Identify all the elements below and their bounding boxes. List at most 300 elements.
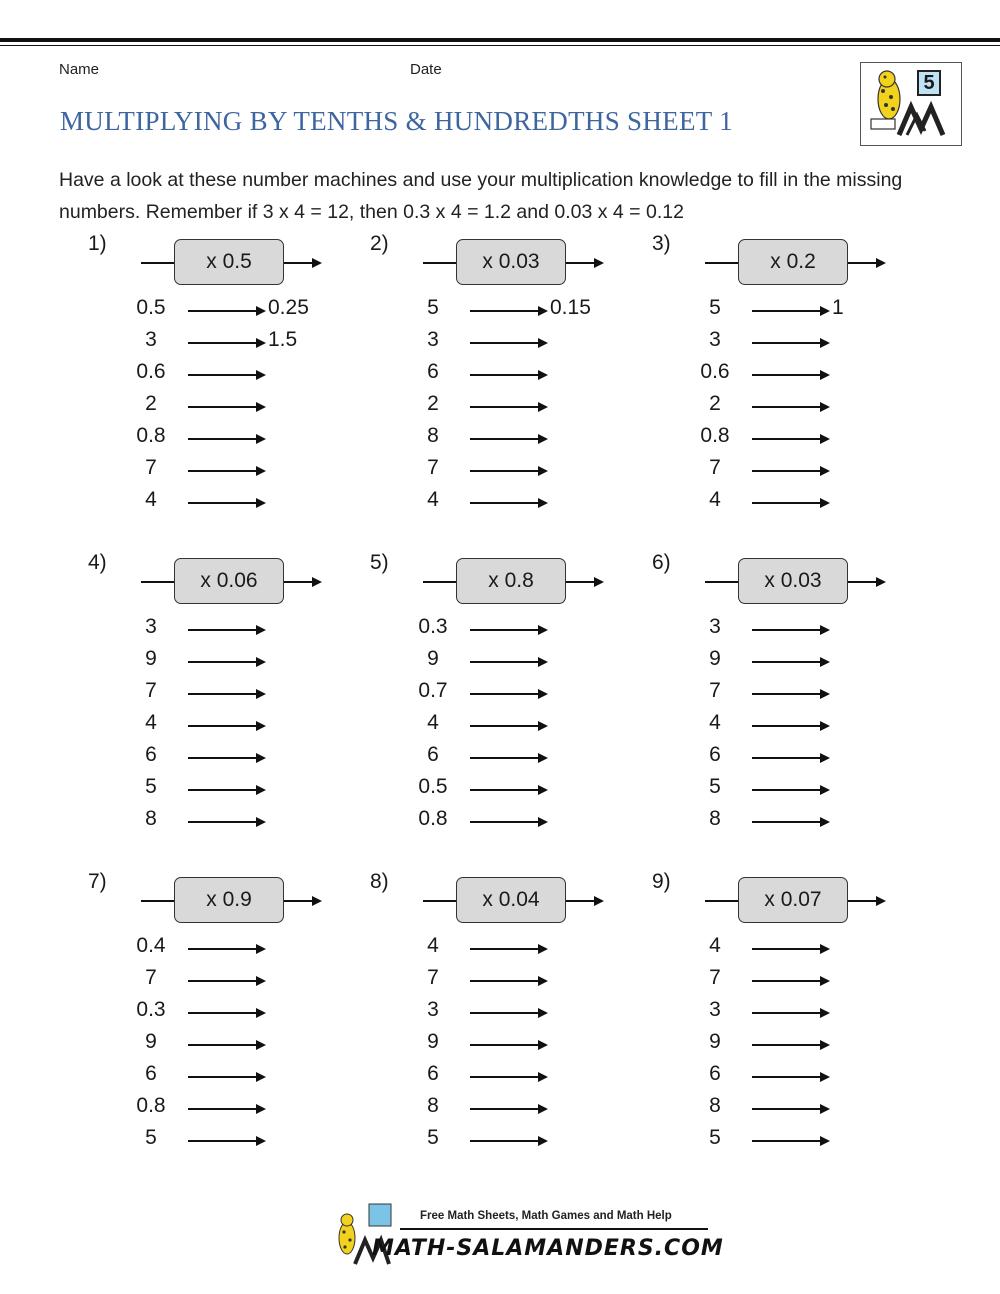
row-arrow — [752, 374, 822, 376]
arrow-head-icon — [538, 721, 548, 731]
input-value: 7 — [145, 966, 157, 989]
arrow-head-icon — [256, 1040, 266, 1050]
input-value: 9 — [427, 1030, 439, 1053]
machine-row — [370, 326, 640, 358]
row-arrow — [470, 1076, 540, 1078]
arrow-head-icon — [312, 258, 322, 268]
machine-row — [370, 996, 640, 1028]
machine-row — [652, 326, 922, 358]
input-value: 9 — [145, 647, 157, 670]
arrow-head-icon — [876, 577, 886, 587]
machine-row — [88, 741, 358, 773]
machine-input-line — [141, 900, 175, 902]
machine-row — [652, 390, 922, 422]
row-arrow — [188, 374, 258, 376]
machine-row — [88, 677, 358, 709]
machine-row — [370, 1060, 640, 1092]
arrow-head-icon — [538, 1136, 548, 1146]
input-value: 0.8 — [136, 1094, 166, 1117]
machine-operation-box: x 0.06 — [174, 558, 284, 604]
row-arrow — [752, 1108, 822, 1110]
output-value[interactable]: 1.5 — [268, 328, 298, 351]
row-arrow — [188, 789, 258, 791]
arrow-head-icon — [538, 1104, 548, 1114]
input-value: 5 — [145, 1126, 157, 1149]
arrow-head-icon — [256, 721, 266, 731]
output-value[interactable]: 1 — [832, 296, 844, 319]
machine-operation-box: x 0.04 — [456, 877, 566, 923]
arrow-head-icon — [256, 753, 266, 763]
arrow-head-icon — [256, 1008, 266, 1018]
machine-row — [370, 294, 640, 326]
number-machine — [370, 870, 640, 1160]
arrow-head-icon — [820, 1040, 830, 1050]
machine-number: 5) — [370, 551, 389, 574]
input-value: 3 — [709, 615, 721, 638]
row-arrow — [188, 502, 258, 504]
machine-row — [88, 996, 358, 1028]
machine-input-line — [423, 900, 457, 902]
machine-output-line — [848, 900, 878, 902]
input-value: 0.5 — [418, 775, 448, 798]
machine-row — [652, 613, 922, 645]
row-arrow — [470, 342, 540, 344]
row-arrow — [470, 502, 540, 504]
input-value: 0.8 — [418, 807, 448, 830]
arrow-head-icon — [820, 657, 830, 667]
row-arrow — [752, 789, 822, 791]
input-value: 5 — [427, 1126, 439, 1149]
row-arrow — [188, 1044, 258, 1046]
instructions: Have a look at these number machines and use your multiplication knowledge to fill in the missing numbers. Remember if 3 x 4 = 12, then 0.3 x 4 = 1.2 and 0.03 x 4 = 0.12 — [59, 169, 903, 223]
row-arrow — [752, 725, 822, 727]
row-arrow — [470, 821, 540, 823]
footer-site-name: MATH-SALAMANDERS.COM — [372, 1236, 724, 1261]
top-rule-thin — [0, 45, 1000, 46]
input-value: 7 — [145, 456, 157, 479]
arrow-head-icon — [538, 1040, 548, 1050]
input-value: 3 — [427, 998, 439, 1021]
arrow-head-icon — [256, 817, 266, 827]
machine-operation-box: x 0.07 — [738, 877, 848, 923]
arrow-head-icon — [256, 466, 266, 476]
machine-output-line — [284, 900, 314, 902]
input-value: 0.3 — [136, 998, 166, 1021]
arrow-head-icon — [820, 1104, 830, 1114]
machine-input-line — [141, 262, 175, 264]
input-value: 5 — [709, 775, 721, 798]
row-arrow — [470, 789, 540, 791]
input-value: 6 — [427, 743, 439, 766]
input-value: 7 — [427, 966, 439, 989]
number-machine — [370, 551, 640, 841]
input-value: 6 — [427, 360, 439, 383]
row-arrow — [752, 406, 822, 408]
machine-row — [370, 773, 640, 805]
row-arrow — [470, 1044, 540, 1046]
arrow-head-icon — [538, 817, 548, 827]
arrow-head-icon — [820, 689, 830, 699]
machine-input-line — [423, 262, 457, 264]
machine-input-line — [705, 900, 739, 902]
machine-row — [370, 805, 640, 837]
arrow-head-icon — [256, 434, 266, 444]
input-value: 2 — [709, 392, 721, 415]
arrow-head-icon — [538, 402, 548, 412]
number-machine — [370, 232, 640, 522]
row-arrow — [470, 948, 540, 950]
arrow-head-icon — [538, 498, 548, 508]
row-arrow — [470, 470, 540, 472]
arrow-head-icon — [820, 1136, 830, 1146]
arrow-head-icon — [256, 1104, 266, 1114]
arrow-head-icon — [820, 976, 830, 986]
row-arrow — [470, 693, 540, 695]
machine-row — [88, 1060, 358, 1092]
machine-row — [370, 390, 640, 422]
machine-output-line — [284, 262, 314, 264]
arrow-head-icon — [538, 434, 548, 444]
arrow-head-icon — [256, 338, 266, 348]
machine-row — [370, 741, 640, 773]
machine-row — [652, 805, 922, 837]
input-value: 8 — [145, 807, 157, 830]
arrow-head-icon — [594, 577, 604, 587]
number-machine — [652, 551, 922, 841]
machine-output-line — [848, 262, 878, 264]
machine-row — [370, 932, 640, 964]
machine-row — [652, 1124, 922, 1156]
machine-operation-box: x 0.5 — [174, 239, 284, 285]
input-value: 4 — [709, 934, 721, 957]
row-arrow — [752, 1012, 822, 1014]
input-value: 4 — [427, 488, 439, 511]
machine-row — [652, 454, 922, 486]
arrow-head-icon — [820, 402, 830, 412]
machine-row — [370, 1092, 640, 1124]
number-machine — [652, 870, 922, 1160]
machine-output-line — [284, 581, 314, 583]
arrow-head-icon — [538, 689, 548, 699]
row-arrow — [752, 310, 822, 312]
machine-row — [652, 358, 922, 390]
arrow-head-icon — [820, 466, 830, 476]
machine-row — [370, 709, 640, 741]
row-arrow — [188, 310, 258, 312]
arrow-head-icon — [538, 1072, 548, 1082]
machine-row — [370, 1124, 640, 1156]
machine-row — [88, 645, 358, 677]
input-value: 0.4 — [136, 934, 166, 957]
row-arrow — [470, 310, 540, 312]
row-arrow — [188, 948, 258, 950]
row-arrow — [752, 1044, 822, 1046]
input-value: 5 — [427, 296, 439, 319]
arrow-head-icon — [256, 498, 266, 508]
machine-row — [652, 996, 922, 1028]
row-arrow — [188, 438, 258, 440]
arrow-head-icon — [312, 896, 322, 906]
arrow-head-icon — [256, 625, 266, 635]
machine-row — [652, 932, 922, 964]
row-arrow — [188, 470, 258, 472]
input-value: 5 — [709, 296, 721, 319]
row-arrow — [470, 438, 540, 440]
salamander-icon — [861, 63, 961, 145]
machine-row — [370, 422, 640, 454]
input-value: 3 — [709, 328, 721, 351]
row-arrow — [752, 502, 822, 504]
input-value: 6 — [709, 1062, 721, 1085]
arrow-head-icon — [256, 402, 266, 412]
machine-operation-box: x 0.8 — [456, 558, 566, 604]
row-arrow — [752, 661, 822, 663]
row-arrow — [470, 629, 540, 631]
row-arrow — [752, 948, 822, 950]
worksheet-title: MULTIPLYING BY TENTHS & HUNDREDTHS SHEET 1 — [60, 106, 733, 136]
input-value: 3 — [709, 998, 721, 1021]
input-value: 7 — [145, 679, 157, 702]
arrow-head-icon — [876, 896, 886, 906]
machine-row — [88, 964, 358, 996]
input-value: 4 — [709, 488, 721, 511]
machine-row — [652, 294, 922, 326]
machine-input-line — [705, 581, 739, 583]
row-arrow — [470, 661, 540, 663]
arrow-head-icon — [820, 785, 830, 795]
input-value: 3 — [427, 328, 439, 351]
arrow-head-icon — [820, 434, 830, 444]
machine-row — [88, 486, 358, 518]
input-value: 8 — [427, 1094, 439, 1117]
row-arrow — [188, 406, 258, 408]
machine-row — [652, 422, 922, 454]
machine-row — [652, 773, 922, 805]
arrow-head-icon — [820, 721, 830, 731]
arrow-head-icon — [256, 1136, 266, 1146]
row-arrow — [188, 693, 258, 695]
machine-number: 4) — [88, 551, 107, 574]
machine-row — [88, 422, 358, 454]
row-arrow — [188, 1076, 258, 1078]
input-value: 9 — [709, 1030, 721, 1053]
machine-input-line — [423, 581, 457, 583]
number-machine — [88, 551, 358, 841]
input-value: 8 — [709, 807, 721, 830]
arrow-head-icon — [312, 577, 322, 587]
input-value: 5 — [709, 1126, 721, 1149]
arrow-head-icon — [256, 944, 266, 954]
machine-number: 3) — [652, 232, 671, 255]
machine-number: 8) — [370, 870, 389, 893]
row-arrow — [752, 1076, 822, 1078]
row-arrow — [752, 438, 822, 440]
arrow-head-icon — [594, 896, 604, 906]
input-value: 6 — [427, 1062, 439, 1085]
input-value: 4 — [145, 711, 157, 734]
arrow-head-icon — [820, 944, 830, 954]
arrow-head-icon — [820, 625, 830, 635]
arrow-head-icon — [820, 753, 830, 763]
machine-operation-box: x 0.03 — [738, 558, 848, 604]
machine-row — [370, 358, 640, 390]
machine-row — [652, 1060, 922, 1092]
machine-row — [652, 486, 922, 518]
machine-row — [88, 613, 358, 645]
machine-number: 6) — [652, 551, 671, 574]
input-value: 0.8 — [136, 424, 166, 447]
arrow-head-icon — [538, 753, 548, 763]
input-value: 7 — [709, 679, 721, 702]
input-value: 7 — [709, 966, 721, 989]
machine-row — [88, 709, 358, 741]
machine-row — [88, 1092, 358, 1124]
arrow-head-icon — [538, 785, 548, 795]
footer-rule — [400, 1228, 708, 1230]
machine-operation-box: x 0.9 — [174, 877, 284, 923]
input-value: 3 — [145, 615, 157, 638]
row-arrow — [188, 342, 258, 344]
arrow-head-icon — [820, 817, 830, 827]
input-value: 7 — [427, 456, 439, 479]
machine-output-line — [566, 262, 596, 264]
arrow-head-icon — [538, 1008, 548, 1018]
machine-number: 1) — [88, 232, 107, 255]
arrow-head-icon — [538, 338, 548, 348]
arrow-head-icon — [256, 785, 266, 795]
row-arrow — [470, 1140, 540, 1142]
arrow-head-icon — [538, 466, 548, 476]
machine-row — [88, 390, 358, 422]
machine-operation-box: x 0.2 — [738, 239, 848, 285]
row-arrow — [470, 980, 540, 982]
input-value: 0.8 — [700, 424, 730, 447]
machine-row — [652, 1028, 922, 1060]
arrow-head-icon — [820, 1008, 830, 1018]
input-value: 0.3 — [418, 615, 448, 638]
output-value[interactable]: 0.25 — [268, 296, 309, 319]
row-arrow — [752, 629, 822, 631]
input-value: 2 — [427, 392, 439, 415]
row-arrow — [188, 980, 258, 982]
input-value: 4 — [427, 711, 439, 734]
machine-row — [370, 964, 640, 996]
top-rule — [0, 38, 1000, 42]
row-arrow — [752, 757, 822, 759]
row-arrow — [752, 342, 822, 344]
input-value: 0.6 — [700, 360, 730, 383]
input-value: 5 — [145, 775, 157, 798]
row-arrow — [188, 661, 258, 663]
row-arrow — [188, 1108, 258, 1110]
arrow-head-icon — [820, 1072, 830, 1082]
machine-number: 2) — [370, 232, 389, 255]
row-arrow — [188, 1140, 258, 1142]
input-value: 6 — [709, 743, 721, 766]
input-value: 7 — [709, 456, 721, 479]
input-value: 2 — [145, 392, 157, 415]
input-value: 9 — [427, 647, 439, 670]
output-value[interactable]: 0.15 — [550, 296, 591, 319]
machine-row — [652, 677, 922, 709]
arrow-head-icon — [256, 370, 266, 380]
arrow-head-icon — [820, 306, 830, 316]
machine-row — [370, 486, 640, 518]
machine-input-line — [141, 581, 175, 583]
machine-row — [88, 358, 358, 390]
arrow-head-icon — [820, 338, 830, 348]
arrow-head-icon — [256, 306, 266, 316]
row-arrow — [470, 1012, 540, 1014]
machine-row — [652, 709, 922, 741]
row-arrow — [188, 725, 258, 727]
arrow-head-icon — [876, 258, 886, 268]
arrow-head-icon — [538, 657, 548, 667]
machine-number: 9) — [652, 870, 671, 893]
arrow-head-icon — [594, 258, 604, 268]
machine-row — [88, 1028, 358, 1060]
input-value: 0.7 — [418, 679, 448, 702]
number-machine — [652, 232, 922, 522]
machine-row — [88, 805, 358, 837]
arrow-head-icon — [538, 306, 548, 316]
row-arrow — [752, 1140, 822, 1142]
row-arrow — [470, 725, 540, 727]
row-arrow — [470, 757, 540, 759]
row-arrow — [188, 757, 258, 759]
arrow-head-icon — [256, 976, 266, 986]
arrow-head-icon — [538, 625, 548, 635]
row-arrow — [752, 470, 822, 472]
machine-row — [88, 294, 358, 326]
row-arrow — [752, 821, 822, 823]
arrow-head-icon — [256, 1072, 266, 1082]
number-machine — [88, 870, 358, 1160]
arrow-head-icon — [538, 944, 548, 954]
machine-row — [652, 964, 922, 996]
machine-output-line — [566, 581, 596, 583]
row-arrow — [188, 629, 258, 631]
machine-row — [370, 645, 640, 677]
input-value: 9 — [145, 1030, 157, 1053]
machine-operation-box: x 0.03 — [456, 239, 566, 285]
machine-row — [652, 645, 922, 677]
machine-output-line — [566, 900, 596, 902]
grade-number: 5 — [917, 70, 941, 96]
date-label: Date — [410, 61, 442, 78]
input-value: 3 — [145, 328, 157, 351]
row-arrow — [752, 693, 822, 695]
machine-row — [652, 1092, 922, 1124]
number-machine — [88, 232, 358, 522]
machine-row — [370, 613, 640, 645]
input-value: 0.6 — [136, 360, 166, 383]
input-value: 4 — [427, 934, 439, 957]
row-arrow — [752, 980, 822, 982]
input-value: 0.5 — [136, 296, 166, 319]
input-value: 8 — [427, 424, 439, 447]
arrow-head-icon — [538, 976, 548, 986]
machine-output-line — [848, 581, 878, 583]
row-arrow — [188, 821, 258, 823]
row-arrow — [470, 374, 540, 376]
row-arrow — [470, 1108, 540, 1110]
machine-row — [88, 454, 358, 486]
footer-tagline: Free Math Sheets, Math Games and Math Help — [420, 1210, 672, 1222]
arrow-head-icon — [820, 370, 830, 380]
arrow-head-icon — [256, 657, 266, 667]
input-value: 9 — [709, 647, 721, 670]
